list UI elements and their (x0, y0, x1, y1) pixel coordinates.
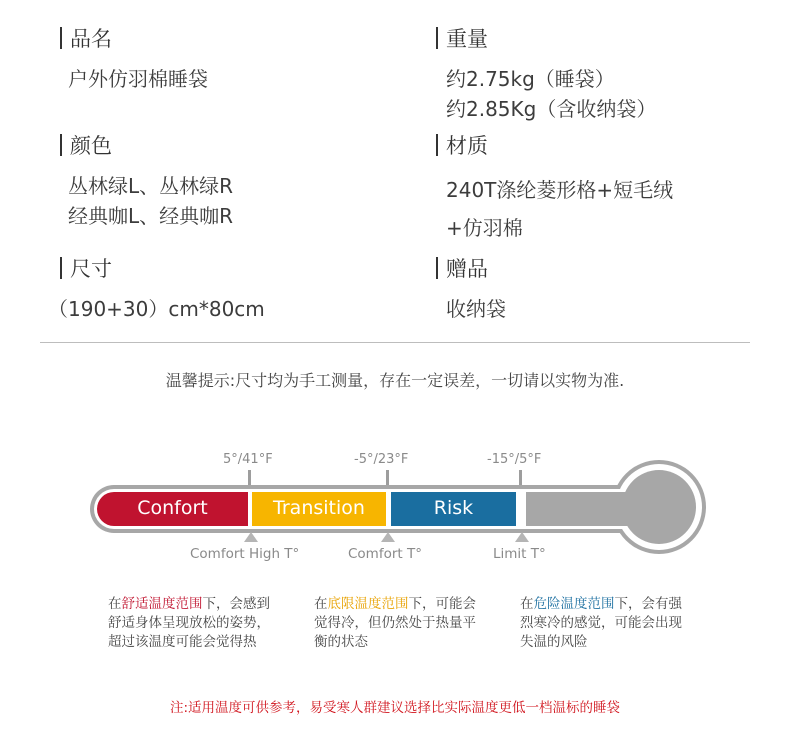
desc-highlight: 危险温度范围 (533, 596, 615, 612)
spec-value-gift: 收纳袋 (446, 297, 506, 321)
temp-label-comfort: -5°/23°F (354, 452, 409, 467)
temp-label-comfort-high: 5°/41°F (223, 452, 273, 467)
desc-highlight: 舒适温度范围 (121, 596, 203, 612)
spec-label-name: 品名 (60, 26, 112, 52)
below-label-comfort-high: Comfort High T° (190, 546, 300, 562)
spec-label-weight: 重量 (436, 26, 488, 52)
label-bar (60, 134, 62, 156)
label-bar (436, 257, 438, 279)
below-label-comfort: Comfort T° (348, 546, 422, 562)
spec-value-color: 丛林绿L、丛林绿R 经典咖L、经典咖R (68, 174, 234, 228)
divider (40, 342, 750, 343)
spec-label-color: 颜色 (60, 133, 112, 159)
label-bar (436, 134, 438, 156)
usage-note: 注:适用温度可供参考，易受寒人群建议选择比实际温度更低一档温标的睡袋 (169, 700, 621, 716)
marker-comfort-high (244, 532, 258, 542)
desc-transition: 在底限温度范围下，可能会觉得冷，但仍然处于热量平衡的状态 (314, 596, 476, 650)
temp-label-limit: -15°/5°F (487, 452, 542, 467)
measurement-tip: 温馨提示:尺寸均为手工测量，存在一定误差，一切请以实物为准. (165, 371, 625, 390)
desc-comfort: 在舒适温度范围下，会感到舒适身体呈现放松的姿势，超过该温度可能会觉得热 (108, 596, 270, 650)
below-label-limit: Limit T° (493, 546, 546, 562)
spec-label-size: 尺寸 (60, 256, 112, 282)
label-bar (60, 257, 62, 279)
spec-label-gift: 赠品 (436, 256, 488, 282)
spec-value-name: 户外仿羽棉睡袋 (68, 67, 208, 91)
marker-limit (515, 532, 529, 542)
desc-highlight: 底限温度范围 (327, 596, 409, 612)
label-bar (60, 27, 62, 49)
segment-confort: Confort (97, 492, 248, 526)
segment-transition: Transition (252, 492, 386, 526)
label-bar (436, 27, 438, 49)
spec-value-material: 240T涤纶菱形格+短毛绒 +仿羽棉 (446, 178, 674, 240)
thermometer-tube-fill (526, 492, 646, 526)
desc-risk: 在危险温度范围下，会有强烈寒冷的感觉，可能会出现失温的风险 (520, 596, 682, 650)
segment-risk: Risk (391, 492, 516, 526)
spec-value-size: （190+30）cm*80cm (48, 297, 265, 321)
spec-value-weight: 约2.75kg（睡袋） 约2.85Kg（含收纳袋） (446, 67, 657, 121)
spec-label-material: 材质 (436, 133, 488, 159)
marker-comfort (381, 532, 395, 542)
